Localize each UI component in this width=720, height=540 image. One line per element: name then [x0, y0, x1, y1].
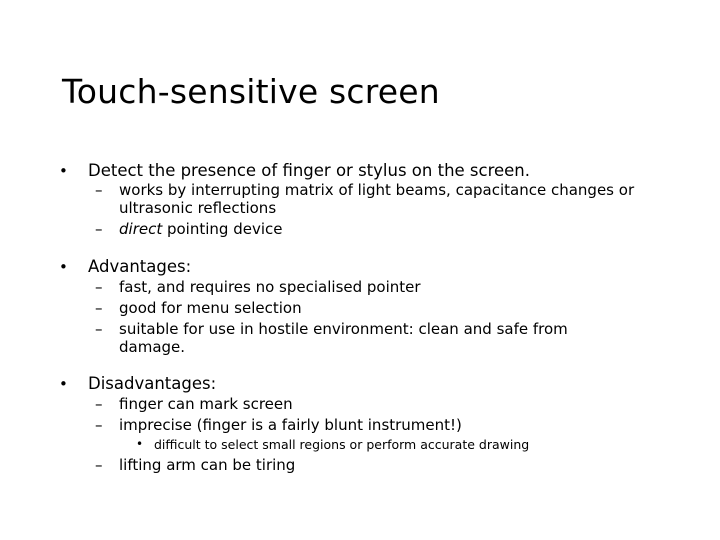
list-item-text: suitable for use in hostile environment: clean and safe from damage. [119, 320, 568, 356]
bullet-icon: • [59, 375, 68, 393]
list-item-text: fast, and requires no specialised pointer [119, 278, 421, 296]
list-item-emphasis: direct [119, 220, 163, 238]
bullet-icon: • [59, 258, 68, 276]
section-heading: Detect the presence of finger or stylus on the screen. [88, 161, 531, 180]
slide-title: Touch-sensitive screen [62, 72, 440, 111]
list-item-text: imprecise (finger is a fairly blunt instrument!) [119, 416, 462, 434]
dash-icon: – [95, 456, 103, 474]
list-item-text: pointing device [162, 220, 283, 238]
dash-icon: – [95, 220, 103, 238]
list-item-text: works by interrupting matrix of light beams, capacitance changes or ultrasonic reflections [119, 181, 635, 217]
list-item [95, 278, 679, 297]
list-item [95, 181, 679, 217]
list-item-text: finger can mark screen [119, 395, 293, 413]
section-detect [59, 161, 531, 181]
list-item-text: lifting arm can be tiring [119, 456, 296, 474]
dash-icon: – [95, 416, 103, 434]
dash-icon: – [95, 299, 103, 317]
dash-icon: – [95, 395, 103, 413]
list-item [95, 320, 619, 356]
list-item [95, 416, 679, 435]
section-heading: Advantages: [88, 257, 192, 276]
dash-icon: – [95, 181, 103, 199]
section-heading: Disadvantages: [88, 374, 217, 393]
list-item [95, 395, 679, 414]
sub-list-item [136, 437, 530, 452]
section-advantages [59, 257, 192, 277]
section-disadvantages [59, 374, 217, 394]
dash-icon: – [95, 320, 103, 338]
list-item [95, 299, 679, 318]
sub-list-item-text: difficult to select small regions or perform accurate drawing [154, 437, 530, 452]
bullet-icon: • [136, 437, 144, 451]
list-item [95, 456, 679, 475]
list-item-text: good for menu selection [119, 299, 302, 317]
dash-icon: – [95, 278, 103, 296]
list-item [95, 220, 679, 239]
bullet-icon: • [59, 162, 68, 180]
